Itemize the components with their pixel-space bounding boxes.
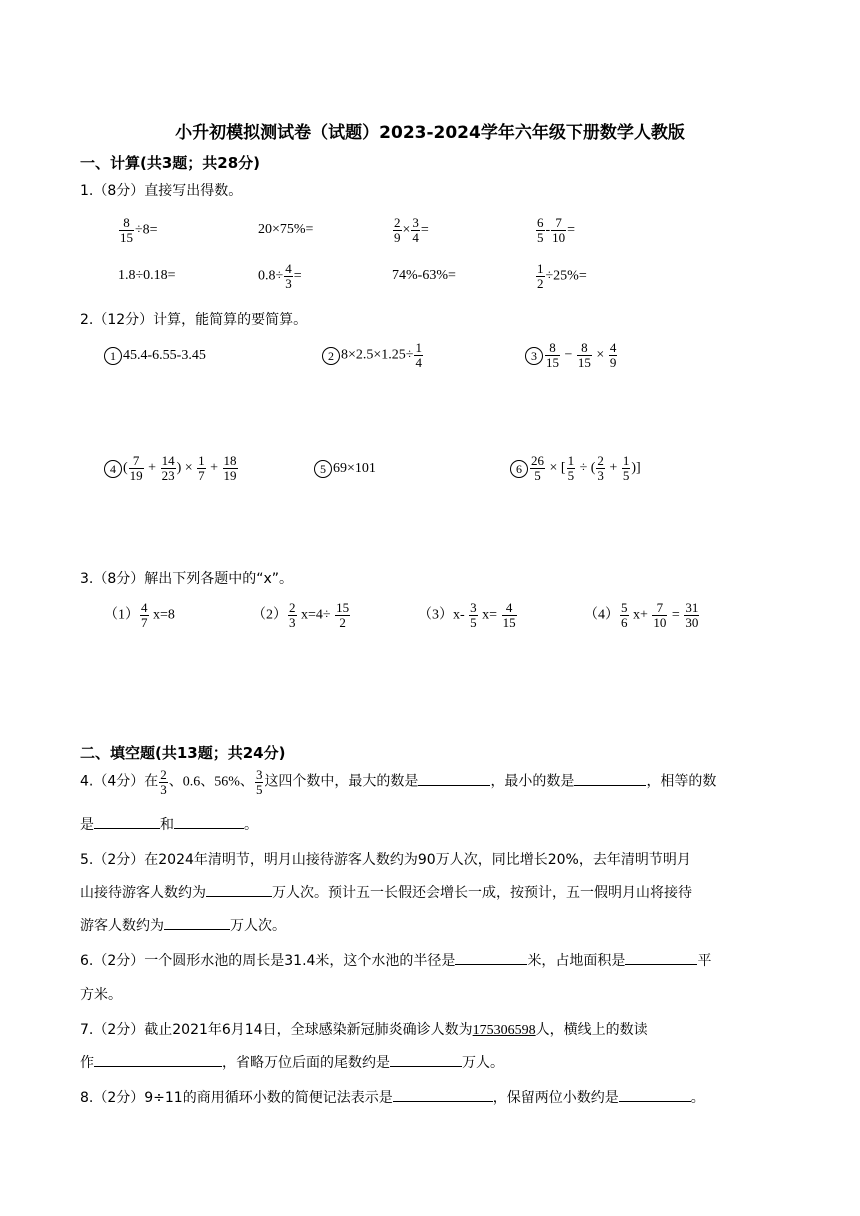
question-1-label: 1.（8分）直接写出得数。 [80, 183, 243, 199]
fraction: $\frac{1}{2}$ [537, 261, 544, 291]
fraction: $\frac{1}{4}$ [415, 340, 422, 370]
q3-equation-3: （3）x- $\frac{3}{5}$ x= $\frac{4}{15}$ [418, 600, 516, 630]
question-3-label: 3.（8分）解出下列各题中的“x”。 [80, 571, 294, 587]
fraction: $\frac{7}{19}$ [129, 453, 143, 483]
answer-blank[interactable] [625, 950, 697, 965]
fraction: $\frac{2}{3}$ [597, 453, 604, 483]
fraction: $\frac{3}{4}$ [412, 215, 419, 245]
fraction: $\frac{8}{15}$ [546, 340, 559, 370]
answer-blank[interactable] [174, 814, 244, 829]
fraction: $\frac{31}{30}$ [685, 600, 699, 630]
fraction: $\frac{7}{10}$ [653, 600, 667, 630]
q2-item-1: 1 45.4-6.55-3.45 [104, 347, 206, 365]
section-1-heading: 一、计算(共3题；共28分) [80, 154, 261, 172]
fraction: $\frac{4}{9}$ [609, 340, 617, 370]
q1-item-4: $\frac{6}{5}$ - $\frac{7}{10}$ = [537, 215, 576, 245]
q1-item-3: $\frac{2}{9}$ × $\frac{3}{4}$ = [394, 215, 429, 245]
question-7-line-1: 7.（2分）截止2021年6月14日，全球感染新冠肺炎确诊人数为175306598人，横线上的数读 [80, 1022, 648, 1038]
answer-blank[interactable] [390, 1052, 462, 1067]
q3-equation-4: （4） $\frac{5}{6}$ x+ $\frac{7}{10}$ = $\frac{31}{30}$ [584, 600, 699, 630]
q1-item-8: $\frac{1}{2}$ ÷25%= [537, 261, 587, 291]
q1-item-5: 1.8÷0.18= [118, 268, 176, 283]
q2-item-4: 4 ( $\frac{7}{19}$ + $\frac{14}{23}$ ) × $\frac{1}{7}$ + $\frac{18}{19}$ [104, 454, 239, 483]
fraction: $\frac{1}{5}$ [567, 453, 575, 483]
fraction: $\frac{4}{15}$ [502, 600, 516, 630]
answer-blank[interactable] [574, 771, 646, 786]
question-2-label: 2.（12分）计算，能简算的要简算。 [80, 312, 308, 328]
fraction: $\frac{1}{5}$ [622, 453, 630, 483]
q2-item-3: 3 $\frac{8}{15}$ − $\frac{8}{15}$ × $\frac{4}{9}$ [525, 341, 618, 370]
answer-blank[interactable] [94, 814, 160, 829]
fraction: $\frac{5}{6}$ [621, 600, 628, 630]
q1-item-6: 0.8÷ $\frac{4}{3}$ = [258, 261, 302, 291]
q2-item-2: 2 8×2.5×1.25÷ $\frac{1}{4}$ [322, 341, 424, 370]
question-8: 8.（2分）9÷11的商用循环小数的简便记法表示是 ，保留两位小数约是 。 [80, 1087, 705, 1107]
fraction: $\frac{1}{7}$ [198, 453, 205, 483]
q1-item-1: $\frac{8}{15}$ ÷8= [120, 215, 158, 245]
fraction: $\frac{8}{15}$ [577, 340, 591, 370]
underlined-number: 175306598 [472, 1023, 536, 1038]
section-2-heading: 二、填空题(共13题；共24分) [80, 744, 286, 762]
fraction: $\frac{4}{3}$ [285, 261, 292, 291]
question-4-line-1: 4.（4分）在 $\frac{2}{3}$ 、0.6、56%、 $\frac{3}{5}$ 这四个数中，最大的数是 ，最小的数是 ，相等的数 [80, 767, 717, 797]
fraction: $\frac{3}{5}$ [255, 767, 263, 797]
page-title: 小升初模拟测试卷（试题）2023-2024学年六年级下册数学人教版 [175, 123, 685, 143]
answer-blank[interactable] [619, 1087, 691, 1102]
q1-item-7: 74%-63%= [392, 268, 456, 283]
fraction: $\frac{7}{10}$ [552, 215, 566, 245]
question-6-line-2: 方米。 [80, 988, 122, 1003]
fraction: $\frac{15}{2}$ [336, 600, 350, 630]
question-7-line-2: 作 ，省略万位后面的尾数约是 万人。 [80, 1052, 504, 1072]
question-4-line-2: 是 和 。 [80, 814, 258, 834]
fraction: $\frac{4}{7}$ [141, 600, 148, 630]
fraction: $\frac{3}{5}$ [470, 600, 477, 630]
answer-blank[interactable] [94, 1052, 222, 1067]
fraction: $\frac{2}{9}$ [394, 215, 401, 245]
fraction: $\frac{18}{19}$ [223, 453, 237, 483]
q3-equation-2: （2） $\frac{2}{3}$ x=4÷ $\frac{15}{2}$ [252, 600, 350, 630]
answer-blank[interactable] [164, 915, 230, 930]
q3-equation-1: （1） $\frac{4}{7}$ x=8 [104, 600, 175, 630]
q2-item-5: 5 69×101 [314, 460, 376, 478]
question-5-line-2: 山接待游客人数约为 万人次。预计五一长假还会增长一成，按预计，五一假明月山将接待 [80, 882, 692, 902]
fraction: $\frac{6}{5}$ [537, 215, 544, 245]
fraction: $\frac{2}{3}$ [160, 767, 167, 797]
fraction: $\frac{14}{23}$ [161, 453, 175, 483]
fraction: $\frac{8}{15}$ [120, 215, 133, 245]
q1-item-2: 20×75%= [258, 222, 314, 237]
q2-item-6: 6 $\frac{26}{5}$ × [ $\frac{1}{5}$ ÷ ( $\frac{2}{3}$ + $\frac{1}{5}$ )] [510, 454, 641, 483]
answer-blank[interactable] [393, 1087, 493, 1102]
fraction: $\frac{26}{5}$ [531, 453, 544, 483]
fraction: $\frac{2}{3}$ [289, 600, 296, 630]
question-6-line-1: 6.（2分）一个圆形水池的周长是31.4米，这个水池的半径是 米，占地面积是 平 [80, 950, 711, 970]
question-5-line-1: 5.（2分）在2024年清明节，明月山接待游客人数约为90万人次，同比增长20%，去年清明节明月 [80, 852, 691, 868]
question-5-line-3: 游客人数约为 万人次。 [80, 915, 286, 935]
answer-blank[interactable] [418, 771, 490, 786]
answer-blank[interactable] [206, 882, 272, 897]
answer-blank[interactable] [455, 950, 527, 965]
